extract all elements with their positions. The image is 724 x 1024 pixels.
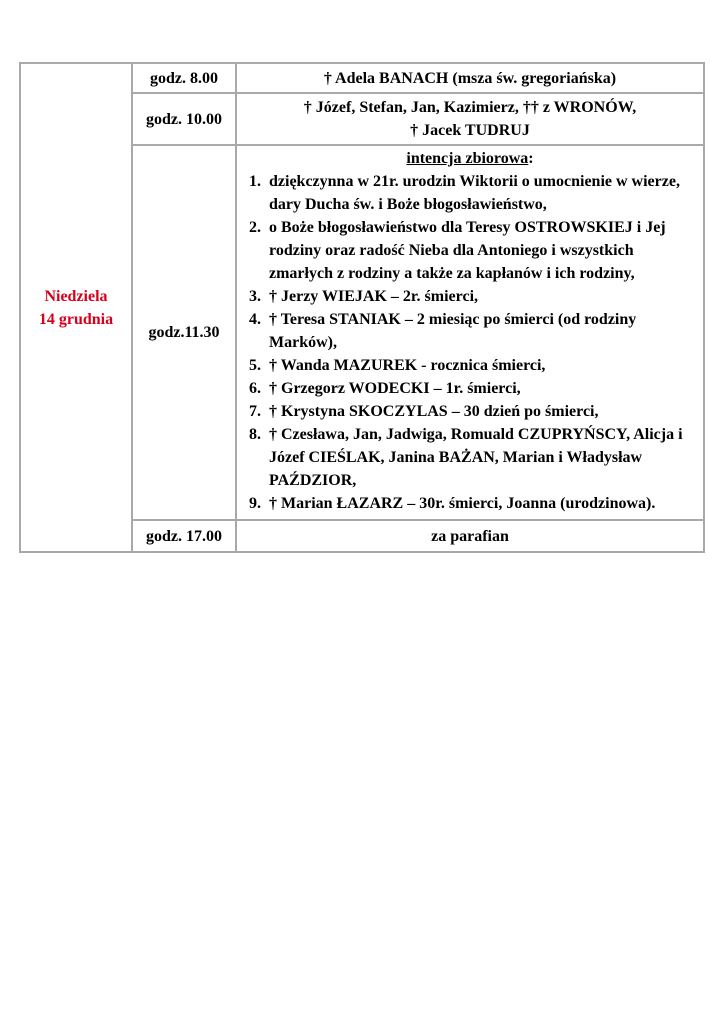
list-item: 7. † Krystyna SKOCZYLAS – 30 dzień po śmierci, (265, 400, 697, 423)
mass-intention: za parafian (236, 520, 704, 552)
list-item: 6. † Grzegorz WODECKI – 1r. śmierci, (265, 377, 697, 400)
mass-time: godz. 10.00 (132, 93, 236, 145)
collective-title-line (243, 147, 697, 170)
list-item: 8. † Czesława, Jan, Jadwiga, Romuald CZUPRYŃSCY, Alicja i Józef CIEŚLAK, Janina BAŻAN, Marian i Władysław PAŹDZIOR, (265, 423, 697, 492)
day-date: 14 grudnia (38, 310, 114, 328)
mass-schedule-table (19, 62, 705, 553)
list-item: 2. o Boże błogosławieństwo dla Teresy OSTROWSKIEJ i Jej rodziny oraz radość Nieba dla Antoniego i wszystkich zmarłych z rodziny a także za kapłanów i ich rodziny, (265, 216, 697, 285)
mass-time: godz. 17.00 (132, 520, 236, 552)
day-name: Niedziela (44, 287, 108, 305)
mass-time: godz.11.30 (132, 145, 236, 520)
intention-line: † Jacek TUDRUJ (410, 122, 530, 139)
list-item: 9. † Marian ŁAZARZ – 30r. śmierci, Joanna (urodzinowa). (265, 492, 697, 515)
list-item: 5. † Wanda MAZUREK - rocznica śmierci, (265, 354, 697, 377)
day-cell (20, 63, 132, 552)
mass-time: godz. 8.00 (132, 63, 236, 93)
list-item: 3. † Jerzy WIEJAK – 2r. śmierci, (265, 285, 697, 308)
intention-list (243, 170, 697, 515)
list-item: 1. dziękczynna w 21r. urodzin Wiktorii o umocnienie w wierze, dary Ducha św. i Boże błogosławieństwo, (265, 170, 697, 216)
collective-intention-cell (236, 145, 704, 520)
collective-title: intencja zbiorowa (406, 150, 529, 167)
collective-title-colon: : (528, 150, 534, 167)
mass-intention (236, 93, 704, 145)
intention-line: † Józef, Stefan, Jan, Kazimierz, †† z WRONÓW, (303, 99, 637, 116)
mass-row (20, 63, 704, 93)
mass-intention: † Adela BANACH (msza św. gregoriańska) (236, 63, 704, 93)
list-item: 4. † Teresa STANIAK – 2 miesiąc po śmierci (od rodziny Marków), (265, 308, 697, 354)
